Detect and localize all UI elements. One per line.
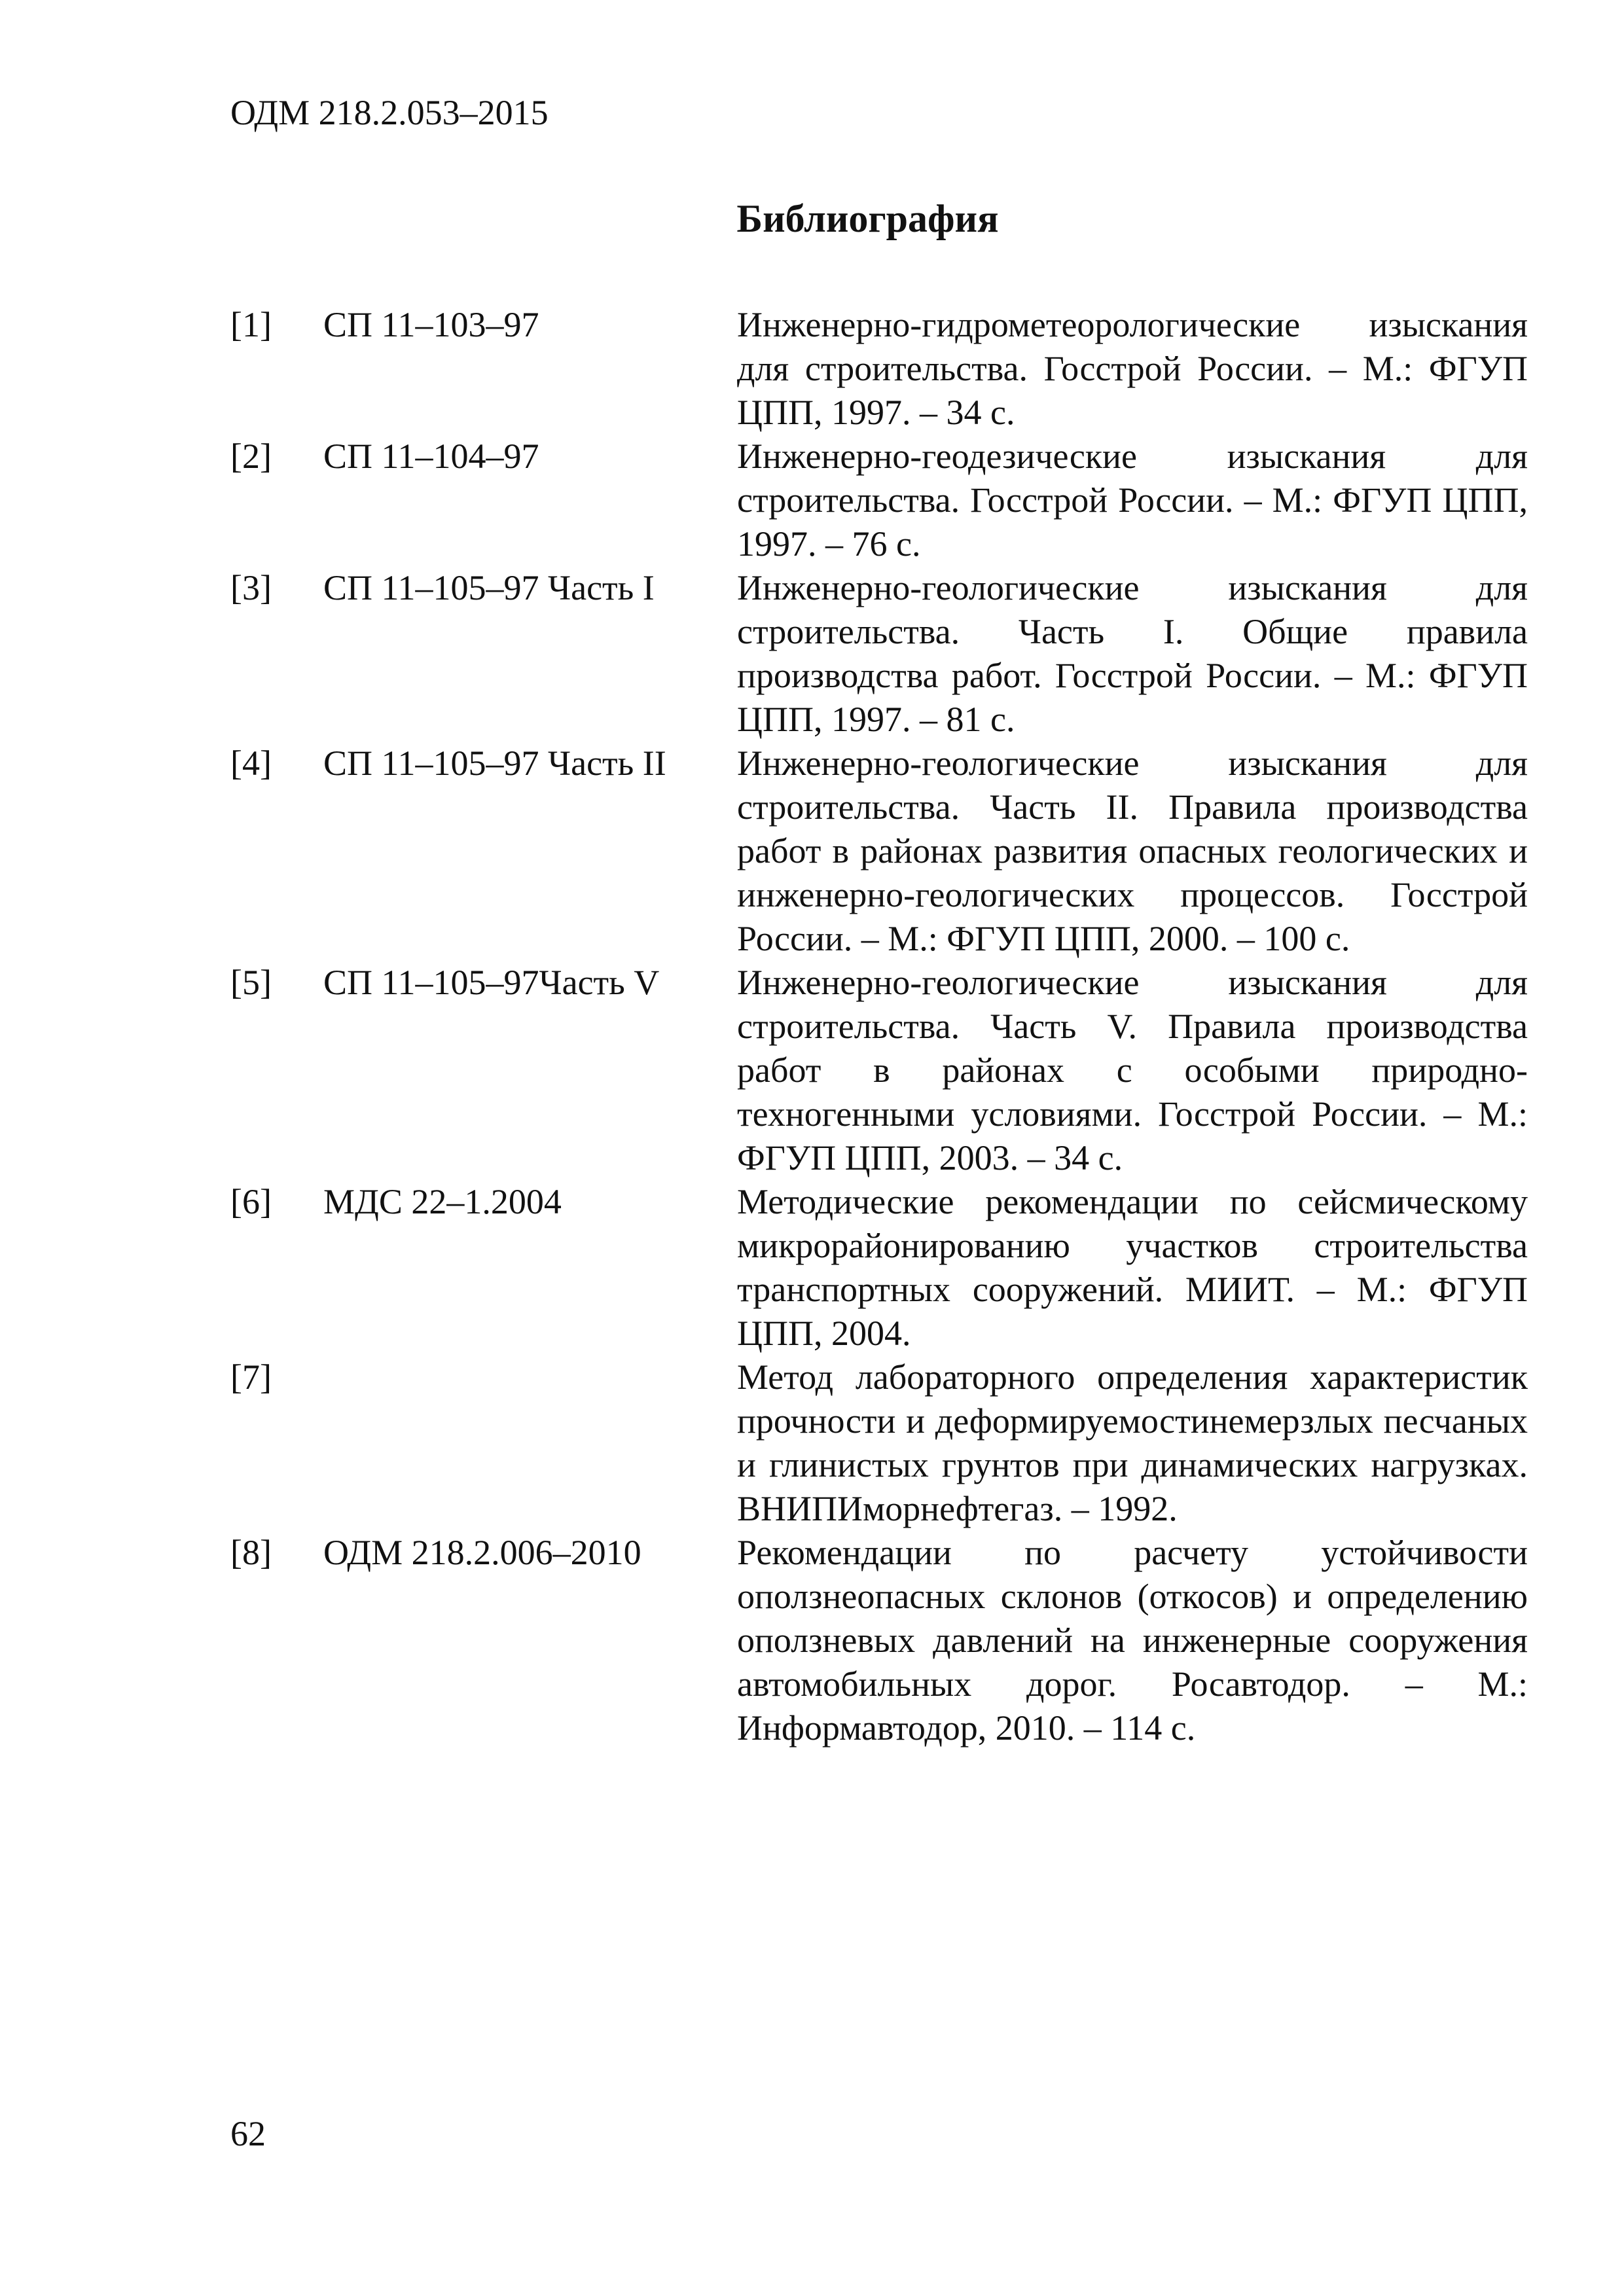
entry-number: [4] xyxy=(230,744,272,783)
bibliography-entry xyxy=(230,742,1528,961)
bibliography-entry xyxy=(230,303,1528,435)
entry-code: СП 11–104–97 xyxy=(323,437,539,476)
page-number: 62 xyxy=(230,2114,266,2153)
entry-code: СП 11–105–97Часть V xyxy=(323,963,660,1002)
entry-text: Метод лабораторного определения характеристик прочности и деформируемостинемерзлых песчаных и глинистых грунтов при динамических нагрузках. ВНИПИморнефтегаз. – 1992. xyxy=(737,1357,1528,1528)
entry-code: СП 11–105–97 Часть II xyxy=(323,744,666,783)
entry-number: [2] xyxy=(230,437,272,476)
bibliography-entry xyxy=(230,435,1528,566)
entry-code: СП 11–105–97 Часть I xyxy=(323,568,655,607)
bibliography-entry xyxy=(230,961,1528,1180)
entry-text: Инженерно-геологические изыскания для строительства. Часть V. Правила производства работ в районах с особыми природно-техногенными условиями. Госстрой России. – М.: ФГУП ЦПП, 2003. – 34 с. xyxy=(737,963,1528,1177)
bibliography-list xyxy=(230,303,1528,1750)
entry-code: МДС 22–1.2004 xyxy=(323,1182,562,1221)
entry-text: Методические рекомендации по сейсмическому микрорайонированию участков строительства транспортных сооружений. МИИТ. – М.: ФГУП ЦПП, 2004. xyxy=(737,1182,1528,1353)
bibliography-entry xyxy=(230,1180,1528,1355)
entry-text: Инженерно-гидрометеорологические изыскания для строительства. Госстрой России. – М.: ФГУП ЦПП, 1997. – 34 с. xyxy=(737,305,1528,432)
document-code: ОДМ 218.2.053–2015 xyxy=(230,93,549,132)
entry-number: [3] xyxy=(230,568,272,607)
page-title: Библиография xyxy=(736,197,999,240)
bibliography-entry xyxy=(230,1531,1528,1750)
entry-number: [1] xyxy=(230,305,272,344)
entry-text: Инженерно-геологические изыскания для строительства. Часть II. Правила производства работ в районах развития опасных геологических и инженерно-геологических процессов. Госстрой России. – М.: ФГУП ЦПП, 2000. – 100 с. xyxy=(737,744,1528,958)
entry-text: Инженерно-геодезические изыскания для строительства. Госстрой России. – М.: ФГУП ЦПП, 1997. – 76 с. xyxy=(737,437,1528,564)
entry-number: [7] xyxy=(230,1357,272,1397)
entry-number: [8] xyxy=(230,1533,272,1572)
entry-text: Инженерно-геологические изыскания для строительства. Часть I. Общие правила производства работ. Госстрой России. – М.: ФГУП ЦПП, 1997. – 81 с. xyxy=(737,568,1528,739)
entry-number: [5] xyxy=(230,963,272,1002)
entry-code: СП 11–103–97 xyxy=(323,305,539,344)
entry-number: [6] xyxy=(230,1182,272,1221)
entry-text: Рекомендации по расчету устойчивости оползнеопасных склонов (откосов) и определению оползневых давлений на инженерные сооружения автомобильных дорог. Росавтодор. – М.: Информавтодор, 2010. – 114 с. xyxy=(737,1533,1528,1748)
bibliography-entry xyxy=(230,1355,1528,1531)
bibliography-entry xyxy=(230,566,1528,742)
entry-code: ОДМ 218.2.006–2010 xyxy=(323,1533,641,1572)
